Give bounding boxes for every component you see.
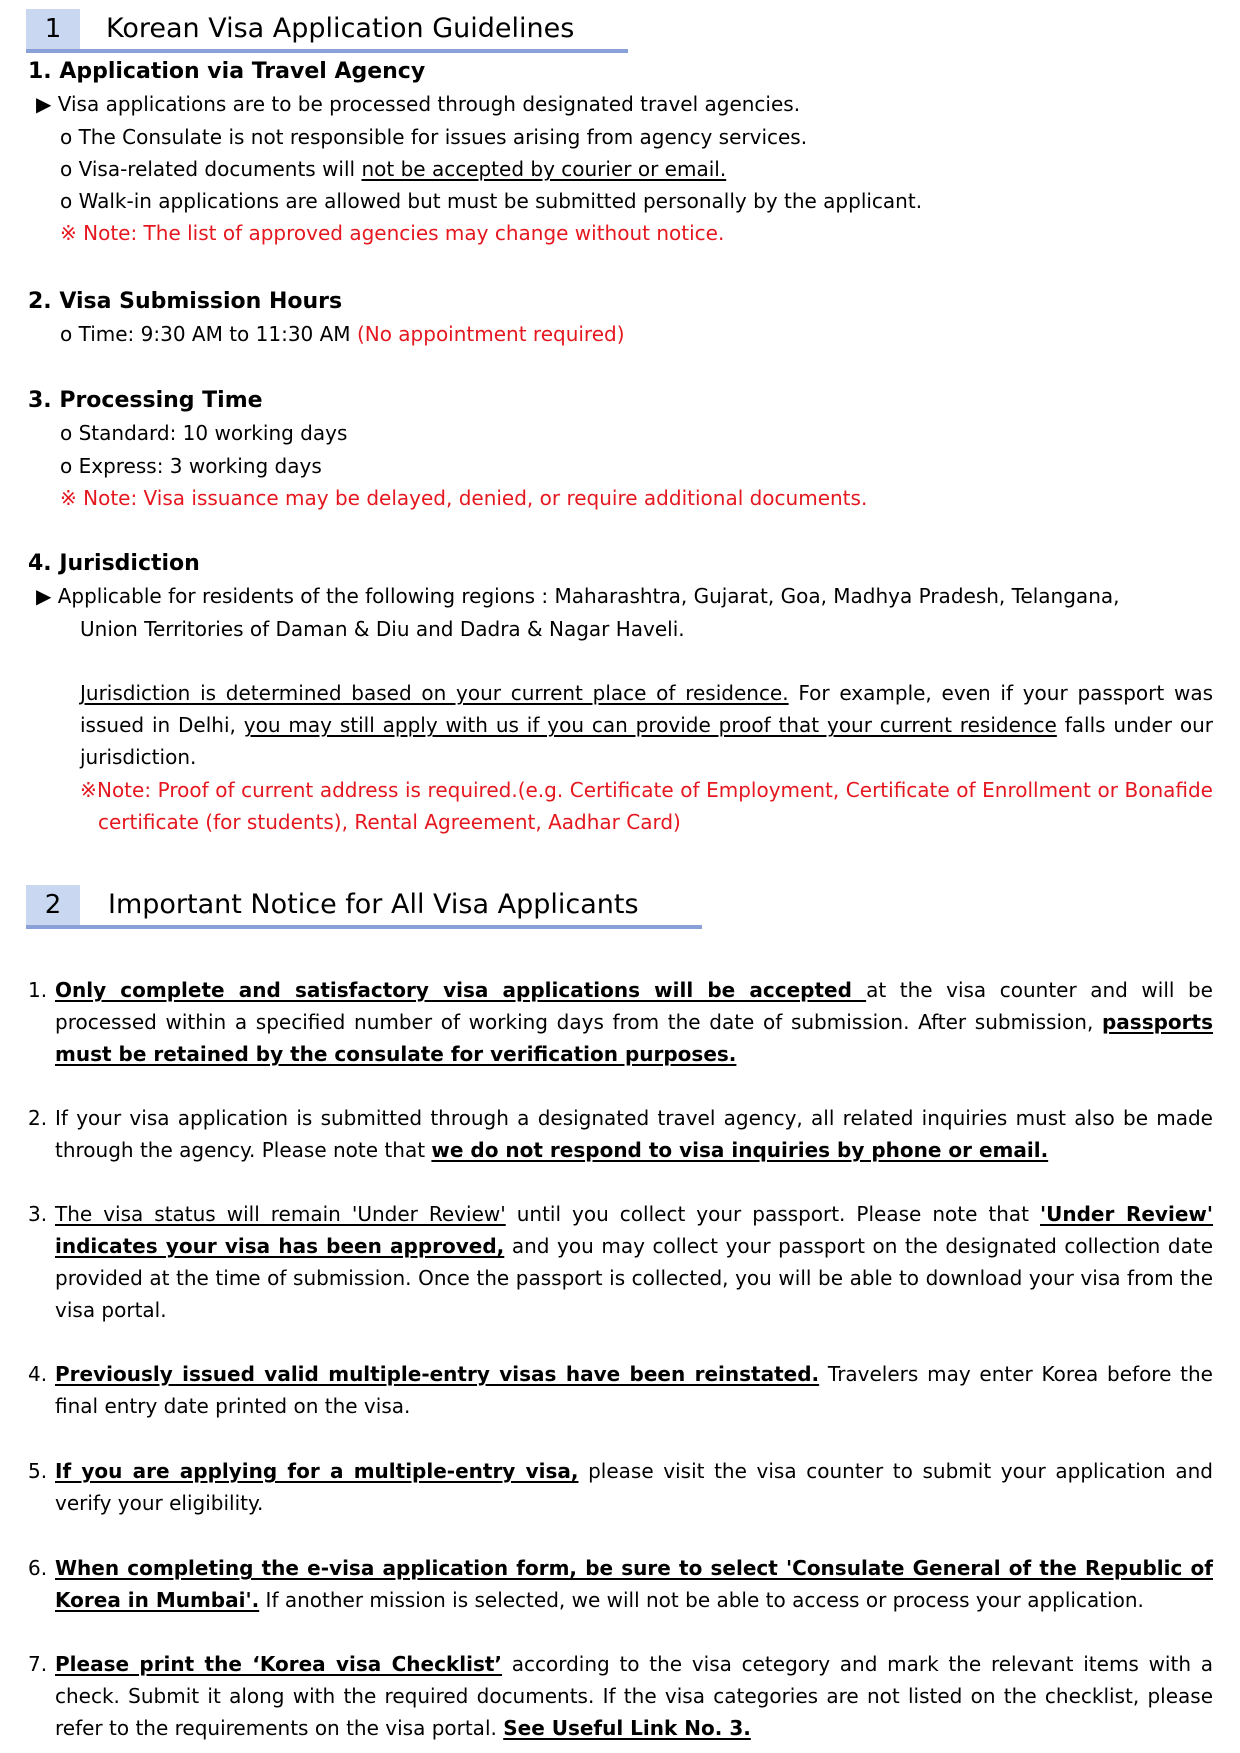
section2-header	[26, 885, 702, 929]
notice-text: The visa status will remain 'Under Review' until you collect your passport. Please note that 'Under Review' indicates your visa has been approved, and you may collect your passport on the designated collection date provided at the time of submission. Once the passport is collected, you will be able to download your visa from the visa portal.	[55, 1202, 1213, 1322]
notice-item-1	[28, 974, 1213, 1070]
list-item: o Time: 9:30 AM to 11:30 AM (No appointment required)	[60, 322, 625, 347]
bullet-line: ▶ Visa applications are to be processed through designated travel agencies.	[36, 92, 801, 117]
subsection-jurisdiction	[28, 548, 1213, 838]
subsection-heading: 2. Visa Submission Hours	[28, 289, 343, 314]
subsection-travel-agency	[28, 56, 1213, 250]
list-item: o The Consulate is not responsible for issues arising from agency services.	[60, 124, 808, 149]
notice-text: If your visa application is submitted through a designated travel agency, all related inquiries must also be made through the agency. Please note that we do not respond to visa inquiries by phone or email.	[55, 1106, 1213, 1162]
section1-number: 1	[26, 9, 80, 49]
notice-number: 6.	[28, 1556, 48, 1580]
notice-item-5	[28, 1455, 1213, 1519]
notice-number: 5.	[28, 1459, 48, 1483]
section2-title: Important Notice for All Visa Applicants	[108, 889, 639, 920]
underlined-text: you may still apply with us if you can provide proof that your current residence	[243, 713, 1057, 738]
underlined-text: Jurisdiction is determined based on your current place of residence.	[80, 680, 789, 705]
section1-title: Korean Visa Application Guidelines	[106, 13, 575, 44]
subsection-heading: 4. Jurisdiction	[28, 551, 200, 576]
notice-text: Please print the ‘Korea visa Checklist’ according to the visa cetegory and mark the relevant items with a check. Submit it along with the required documents. If the visa categories are not listed on the checklist, please refer to the requirements on the visa portal. See Useful Link No. 3.	[55, 1652, 1213, 1740]
jurisdiction-paragraph: Jurisdiction is determined based on your current place of residence. For example, even if your passport was issued in Delhi, you may still apply with us if you can provide proof that your current residence falls under our jurisdiction.	[80, 680, 1213, 770]
bullet-line-continued: Union Territories of Daman & Diu and Dadra & Nagar Haveli.	[80, 616, 685, 641]
notice-item-2	[28, 1102, 1213, 1166]
subsection-submission-hours	[28, 286, 1213, 351]
subsection-heading: 1. Application via Travel Agency	[28, 59, 426, 84]
bullet-line: ▶ Applicable for residents of the following regions : Maharashtra, Gujarat, Goa, Madhya Pradesh, Telangana,	[36, 584, 1120, 609]
notice-text: Previously issued valid multiple-entry visas have been reinstated. Travelers may enter Korea before the final entry date printed on the visa.	[55, 1362, 1213, 1418]
note-text: ※Note: Proof of current address is required.(e.g. Certificate of Employment, Certificate of Enrollment or Bonafide certificate (for students), Rental Agreement, Aadhar Card)	[80, 777, 1213, 835]
note-text: ※ Note: Visa issuance may be delayed, denied, or require additional documents.	[60, 485, 868, 510]
notice-number: 2.	[28, 1106, 48, 1130]
underlined-text: not be accepted by courier or email.	[361, 156, 727, 181]
section1-header	[26, 9, 628, 53]
subsection-processing-time	[28, 385, 1213, 514]
list-item: o Walk-in applications are allowed but must be submitted personally by the applicant.	[60, 189, 923, 214]
notice-item-3	[28, 1198, 1213, 1326]
notice-number: 3.	[28, 1202, 48, 1226]
spacer	[28, 645, 1213, 677]
section1-underline	[26, 49, 628, 53]
notice-text: Only complete and satisfactory visa applications will be accepted at the visa counter and will be processed within a specified number of working days from the date of submission. After submission, passports must be retained by the consulate for verification purposes.	[55, 978, 1213, 1066]
list-item: o Visa-related documents will not be accepted by courier or email.	[60, 156, 727, 181]
section2-underline	[26, 925, 702, 929]
notice-number: 4.	[28, 1362, 48, 1386]
list-item: o Express: 3 working days	[60, 453, 322, 478]
notice-text: If you are applying for a multiple-entry visa, please visit the visa counter to submit your application and verify your eligibility.	[55, 1459, 1213, 1515]
notice-number: 7.	[28, 1652, 48, 1676]
notice-text: When completing the e-visa application form, be sure to select 'Consulate General of the Republic of Korea in Mumbai'. If another mission is selected, we will not be able to access or process your application.	[55, 1556, 1213, 1612]
notice-number: 1.	[28, 978, 48, 1002]
notice-item-7	[28, 1648, 1213, 1744]
notice-item-4	[28, 1358, 1213, 1422]
notice-item-6	[28, 1552, 1213, 1616]
subsection-heading: 3. Processing Time	[28, 388, 263, 413]
list-item: o Standard: 10 working days	[60, 421, 348, 446]
note-text: (No appointment required)	[356, 322, 625, 347]
section2-number: 2	[26, 885, 80, 925]
note-text: ※ Note: The list of approved agencies may change without notice.	[60, 221, 725, 246]
